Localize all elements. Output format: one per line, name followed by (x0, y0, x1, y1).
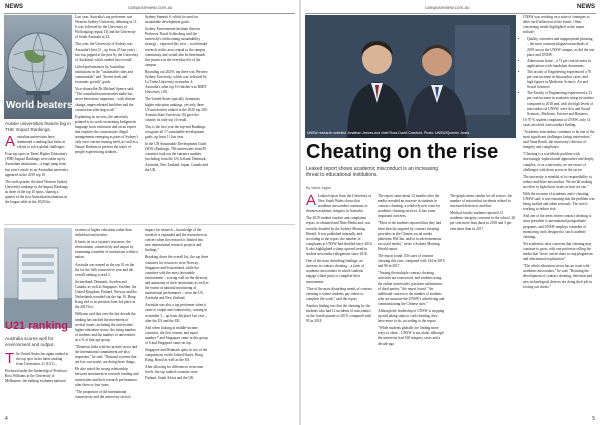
u21-col2 (75, 228, 139, 402)
paragraph: he United States has again ranked at the top spot in the latest ranking from Universitas 21 (U21) – (16, 352, 69, 367)
cheating-headline: Cheating on the rise (306, 141, 499, 163)
paragraph: systems of higher education rather than individual universities. (75, 228, 132, 238)
paragraph: Sydney Summit 6, which focused on sustainable development goals. (145, 15, 198, 25)
two-men-image (305, 15, 516, 138)
paragraph: ustralian universities have dominated a ranking that looks at efforts to solve global challenges. (17, 135, 66, 150)
trend-list (523, 37, 595, 116)
paragraph: UNSW was working on a suite of strategies to deter such behaviour in the future. Other concerning trends highlighted in the report include: (523, 15, 590, 35)
u21-col1 (5, 352, 69, 387)
paragraph: Williams said that over the last decade the ranking has tracked the movement of several issues, including the universities' higher education sector: the rising number of students and the number of universities as a % of that age group. (75, 312, 136, 342)
dropcap: A (306, 192, 317, 209)
paragraph: He also noted the strong relationship between investment in research funding and universities and their research performance after three or four years. (75, 367, 139, 387)
dropcap: T (5, 350, 15, 367)
paragraph: Rounding out 2020's top three was Western Sydney University, which was followed by La Trobe University at number 4, Australia's other top 10 finisher was RMIT University (10). (145, 69, 208, 95)
cheating-col2b (450, 194, 517, 234)
page-header (301, 3, 600, 13)
paragraph: The report found 150 cases of contract cheating this year, compared with 144 in 2018 and 96 in 2017. (378, 254, 445, 269)
paragraph: The graph seems similar for all sectors: the number of misconduct incidents related to increased detection, and that. (450, 194, 512, 209)
list-item: • Quality, outcomes and inappropriate phrasing – the most common plagiarism methods of 2019 across the UNSW campus, as did the one place and UNSW. (527, 37, 595, 57)
cheating-standfirst: Leaked report shows academic misconduct is an increasing threat to educational institutions. (306, 166, 439, 178)
site-name: campusreview.com.au (425, 5, 470, 10)
paragraph: impact for research – knowledge of the research is expanded and the researchers in concert when the research is limited into new international research projects and findings." (145, 228, 208, 253)
paragraph: "Cheating is a worldwide problem with increasingly sophisticated approaches and deeply complex, so as a university we are aware of challenges with those actors in the sector. (523, 152, 594, 172)
paragraph: "Domestic links with the private sector and the international commitment are also important," he said. "National systems that are less successful, are doing these things. (75, 344, 138, 365)
paragraph: Although the leadership of UNSW is stepping up and taking steps to curb cheating, they have more to do, according to the report. (378, 308, 445, 324)
u21-standfirst: Australia scores well for environment and output. (5, 336, 55, 347)
paragraph: "Academic misconduct continues to be one of the most significant challenges facing universities," said Anna Booth, the university's director of integrity and compliance. (523, 129, 595, 150)
paragraph: This year, the University of Sydney was Australia's best (3 – up from 25 last year) – but was pipped at the post by the University of Auckland, which ranked first overall. (75, 42, 139, 62)
paragraph: Of 70 % student complaints at UNSW, only 14 cases involved a misconduct finding. (523, 117, 591, 127)
world-beaters-col3 (145, 15, 209, 175)
list-item: • The faculty of Engineering experienced a 70 per cent increase in misconduct cases, and high figures in Medicine, Science, Art and Social Sciences. (527, 70, 595, 90)
paragraph: Switzerland, Denmark, Sweden and Canada, as well as Singapore, Sweden, the United Kingdom, Finland, Norway and the Netherlands rounded out the top 10. Hong Kong slid to its position from 3rd place in the 2019 list. (75, 279, 137, 310)
cheating-photo (305, 15, 516, 138)
paragraph: In the UN Sustainable Development Goals (SDG) Rankings, 766 universities from 85 countries took out the entrance number (including from the US, Ireland, Denmark, Australia, New Zealand, Japan, Canada and the UK. (145, 142, 208, 172)
paragraph: The university is mindful of its responsibility to reduce and deter misconduct. We are all making an effort to fight those issues as best we can." (523, 174, 593, 189)
paragraph: "The proportion of the international connectivity and the university sector's (75, 389, 131, 399)
paragraph: It bases its on a system's resources, the environment, connectivity and output by examining a number of institutions within a nation. (75, 240, 138, 260)
paragraph: "The whole education sector has an issue with academic misconduct," he said. "Boosting the development of contract cheating, detection and new technological devices are doing their job in rooting out cheats." (523, 264, 593, 289)
section-divider (4, 224, 295, 225)
paragraph: Yet academics raise concerns that cheating may continue to grow, with one professor telling the media that "more can be done to stop plagiarism and educational exploitation". (523, 241, 593, 262)
paragraph: Singapore and Denmark quite in two of the comparisons on the United States, Hong Kong, Brazil as well as the US. (145, 348, 208, 363)
paragraph: "While students globally are finding more ways to cheat – UNSW is not alone, although the university had 160 integrity cases and a decade ago. (378, 326, 444, 346)
world-beaters-col2 (75, 15, 139, 157)
cheating-col2 (378, 194, 445, 349)
section-label: NEWS (5, 4, 23, 10)
u21-photo (4, 228, 72, 328)
world-beaters-heading: World beaters (6, 100, 73, 111)
left-page (0, 0, 299, 425)
paragraph: Explaining its success, the university pointed to its work on meeting Indigenous language from extinction and on an expert that explores the cornerstones illegal arrangements emerging as parts of Sydney's only once current trusting need, as well as a Nature Redeem to prevent the water of people experiencing aridness. (75, 114, 139, 155)
world-beaters-col1 (5, 135, 69, 207)
paragraph: One of the most disturbing findings: an increase in contract cheating – a form of academic misconduct in which students engage a third party to complete their assessments. (306, 259, 364, 284)
dropcap: A (5, 133, 16, 150)
paragraph: The report came about 12 months after the media revealed an increase in students in contract cheating, a relatively new term for academic cheating services. It has some important concerns. (378, 194, 440, 219)
header-rule (4, 13, 295, 14)
cheating-col1 (306, 194, 373, 326)
u21-heading: U21 ranking (5, 320, 68, 332)
list-item: • The Faculty of Engineering experienced a 33 per cent increase in academic integrity matters compared to 2018 and, with the high levels of misconduct in UNSW, were Arts and Social Sciences, Medicine, Science and Business. (527, 91, 595, 116)
paragraph: Medical-faculty students reported 12 academic integrity concerns to the school, 20 per cent more than those in 2018 and 3 per cent more than in 2017. (450, 211, 515, 231)
paragraph: "Among the multiple contract cheating activities are outsourced, and students using the online universities' purchase submissions of third parties," the report found. "An additional concern is the number of students who are unaware the UNSW's advertising and communicating the Chinese sites." (378, 271, 445, 306)
paragraph: Four top spots in Times Higher Education's (THE) Impact Rankings were taken up by Australian institutions – a huge jump from last year's result, as no Australian university appeared in the 2019 top 10. (5, 152, 69, 177)
paragraph: Last year, Australia's top performer was Western Sydney University, debuting at 11. It was followed by the University of Wollongong (equal 13) and the University of South Australia at 22. (75, 15, 138, 40)
cheating-col3 (523, 15, 595, 292)
paragraph: Australia was also a top performer when it came to output and connectivity, coming in at number 3 – up from 4th place last year – after the US and the UK. (145, 303, 208, 323)
trophy-image (4, 228, 72, 328)
page-number: 5 (592, 416, 595, 422)
paragraph: The United States typically dominates higher education rankings, yet only three US universities ranked in the 2020 top 100: Arizona State University (6) gave the country its only top 10 result. (145, 97, 208, 122)
paragraph: Sydney Environment Institute director Professor David Schlosberg said the university's forthcoming sustainability strategy – expected this year – would make research in this area central to the campus community and would also be benchmark this practice in the everyday life of the campus. (145, 27, 208, 67)
header-rule (305, 13, 596, 14)
u21-col3 (145, 228, 209, 383)
paragraph: After allowing for differences in income levels, the top ranked countries were Finland, South Africa and the UK. (145, 365, 204, 380)
paragraph: And one of the areas where contract cheating is most prevalent is international postgraduate programs, and UNSW employs a number of monitoring tools designed to catch students' cheating. (523, 214, 592, 239)
paragraph: And when looking at middle-income countries, the first country and equal number 7 and Singapore came in this group of 6 and Singapore came on top. (145, 325, 208, 345)
site-name: campusreview.com.au (128, 5, 173, 10)
paragraph: Australia was named as the top 10 on the list for the fifth consecutive year and the overall ranking scored 2. (75, 262, 135, 277)
photo-caption: UNSW research scientist Jonathan Jeeves and chief Ross David Cranford. Photo: UNSW/Quentin Jones (307, 131, 470, 135)
byline: By Wade Jagim (306, 186, 332, 190)
paragraph: "Most of the students reported that they had been directly targeted by contract cheating providers in the Chinese social media platforms WeChat, and/or in advertisements on social media," wrote a Sydney Morning Herald report. (378, 221, 442, 251)
paragraph: "One of the most disturbing trends of contract cheating is where students pay others to complete the work," said the report. (306, 286, 373, 301)
paragraph: Lifted performances by Australian institutions in the "sustainable cities and communities" and "decent work and economic growth" goals. (75, 64, 133, 85)
paragraph: Vice-chancellor Dr Michael Spence said: "The contribution universities make has never been more important – with climate change, unprecedented bushfires and the coronavirus affecting us all." (75, 87, 136, 112)
section-label: NEWS (577, 4, 595, 10)
page-number: 4 (5, 416, 8, 422)
paragraph: Another finding was that the cheating by the students who had 12 incidents of misconduct on the fourth quarter of 2019, compared with 93 in 2018. (306, 303, 371, 324)
paragraph: Breaking down the overall list, the top three countries for resources were Norway, Singapore and Switzerland, while the countries with the most favourable environment – scoring well on the diversity and autonomy of their institutions as well as the extent of national monitoring of institutional performance – were the US, Australia and New Zealand. (145, 255, 209, 301)
page-header (0, 3, 299, 13)
paragraph: This is the first year the top-end Rankings recognise all 17 sustainable development goals, up from 11 last year. (145, 124, 206, 140)
paragraph: Produced under the leadership of Professor Ross Williams at the University of Melbourne, the ranking evaluates national (5, 369, 67, 384)
paragraph: The 2019 student conduct and complaints report, as obtained and Nine Media and, was recently detailed by the Sydney Morning Herald. It was published internally and, according to the report, the number of complaints at UNSW had doubled since 2016. It also highlighted a sharp upward trend in student misconduct allegations since 2016. (306, 216, 373, 257)
paragraph: The sixth quarter, the third Western Sydney University rankings in the Impact Rankings as three of the top 10 spots, sharing a quartet of the first Australian institutions in the league table in the 2020 list. (5, 179, 68, 205)
paragraph: With the increase of academic and e-cheating, UNSW said, it was ensuring that the problem was being tackled and taken seriously. The tool is working to reduce risk. (523, 192, 595, 212)
right-page (301, 0, 600, 425)
paragraph: Leaked report from the University of New South Wales shows that academic misconduct continues to threaten academic integrity in Australia. (306, 194, 372, 214)
list-item: • Admissions fraud – a 73 per cent increase in applications with fraudulent documents. (527, 59, 595, 69)
world-beaters-standfirst: Aussie universities feature big in THE Impact Rankings. (5, 121, 71, 132)
